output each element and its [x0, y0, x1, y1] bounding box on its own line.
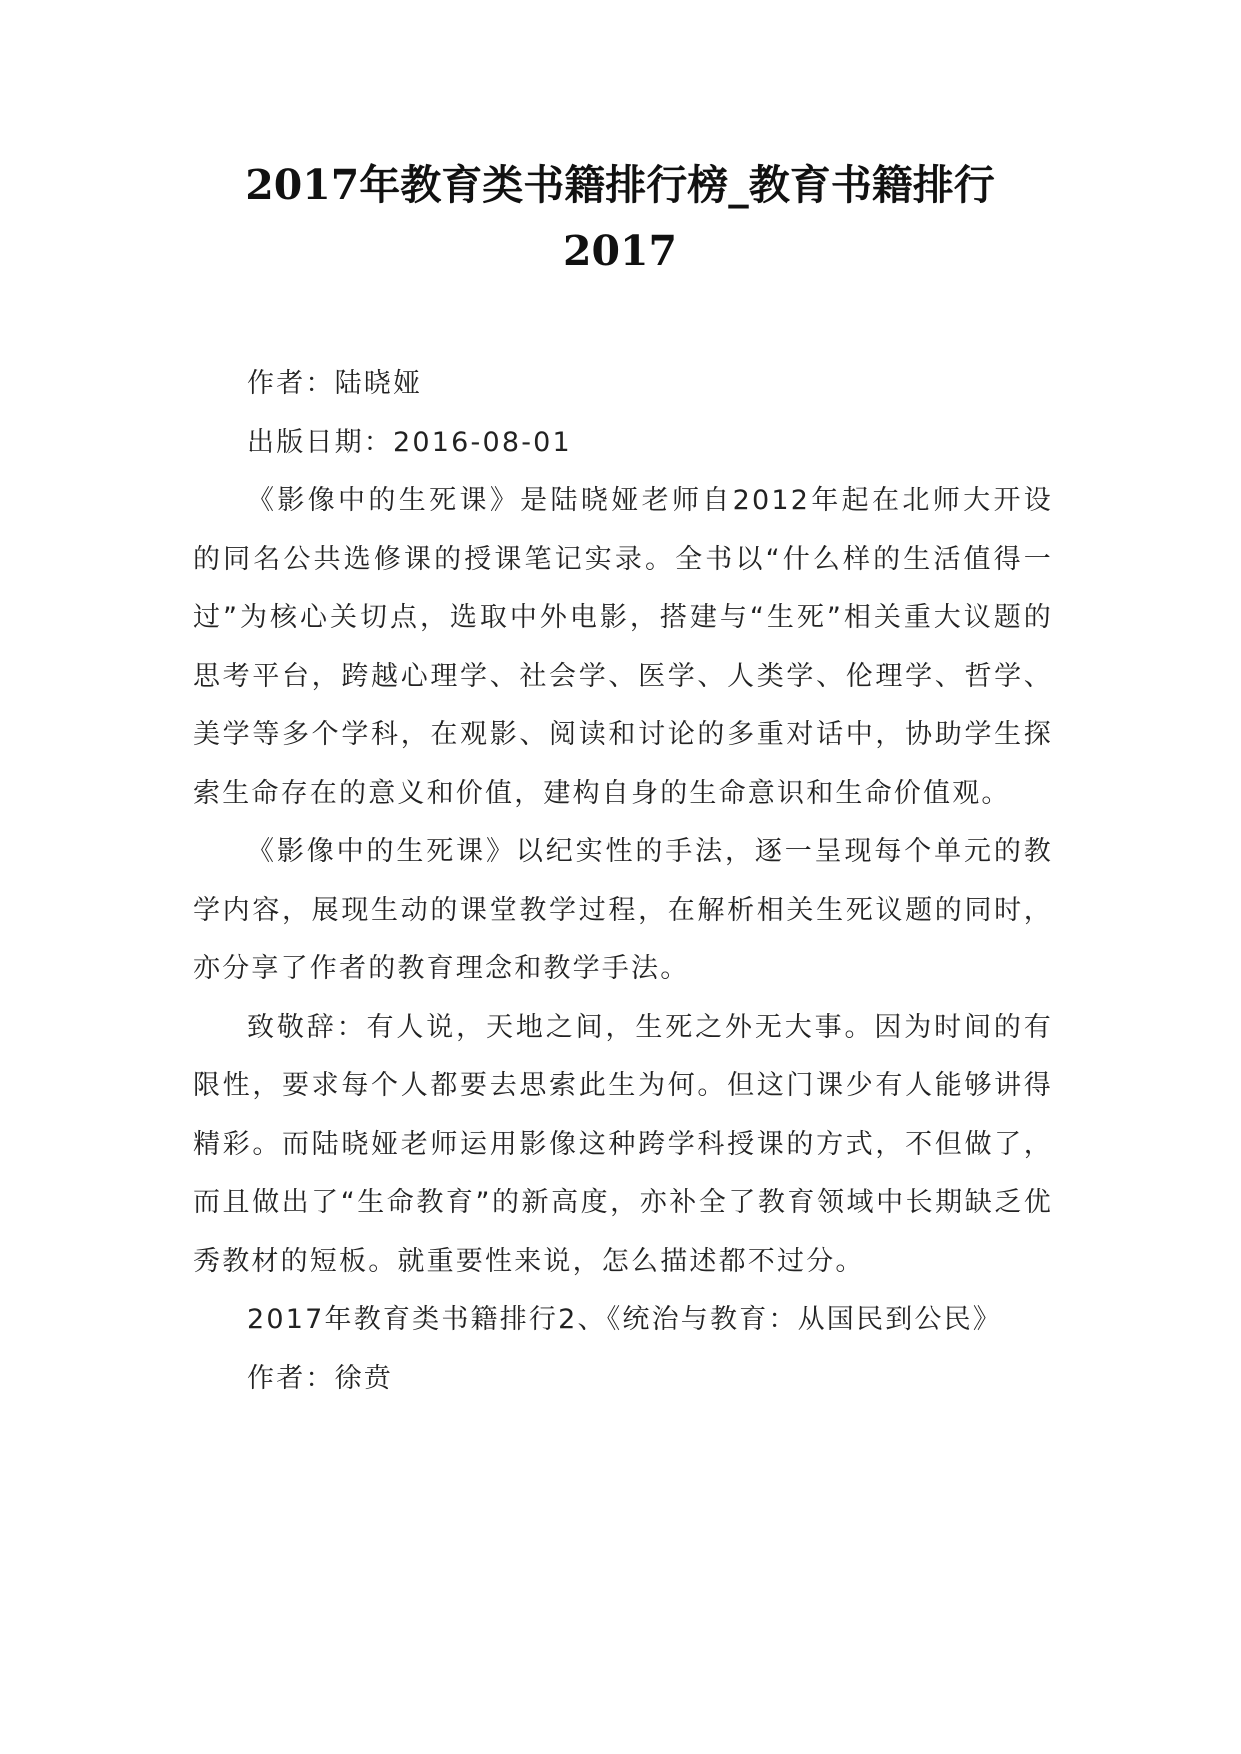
document-title	[150, 152, 1090, 284]
second-book-heading: 2017年教育类书籍排行2、《统治与教育：从国民到公民》	[247, 1304, 1002, 1335]
tribute-paragraph: 致敬辞：有人说，天地之间，生死之外无大事。因为时间的有限性，要求每个人都要去思索此生为何。但这门课少有人能够讲得精彩。而陆晓娅老师运用影像这种跨学科授课的方式，不但做了，而且做出了“生命教育”的新高度，亦补全了教育领域中长期缺乏优秀教材的短板。就重要性来说，怎么描述都不过分。	[193, 1011, 1053, 1277]
title-line-2: 2017	[562, 227, 678, 275]
publish-date-line: 出版日期：2016-08-01	[247, 426, 572, 458]
second-book-author-line: 作者：徐贲	[247, 1362, 393, 1394]
title-line-1: 2017年教育类书籍排行榜_教育书籍排行	[245, 161, 995, 209]
document-body	[193, 355, 1053, 1408]
book-intro-paragraph: 《影像中的生死课》是陆晓娅老师自2012年起在北师大开设的同名公共选修课的授课笔记实录。全书以“什么样的生活值得一过”为核心关切点，选取中外电影，搭建与“生死”相关重大议题的思考平台，跨越心理学、社会学、医学、人类学、伦理学、哲学、美学等多个学科，在观影、阅读和讨论的多重对话中，协助学生探索生命存在的意义和价值，建构自身的生命意识和生命价值观。	[193, 485, 1053, 809]
book-method-paragraph: 《影像中的生死课》以纪实性的手法，逐一呈现每个单元的教学内容，展现生动的课堂教学过程，在解析相关生死议题的同时，亦分享了作者的教育理念和教学手法。	[193, 836, 1053, 984]
author-line: 作者：陆晓娅	[247, 368, 423, 399]
